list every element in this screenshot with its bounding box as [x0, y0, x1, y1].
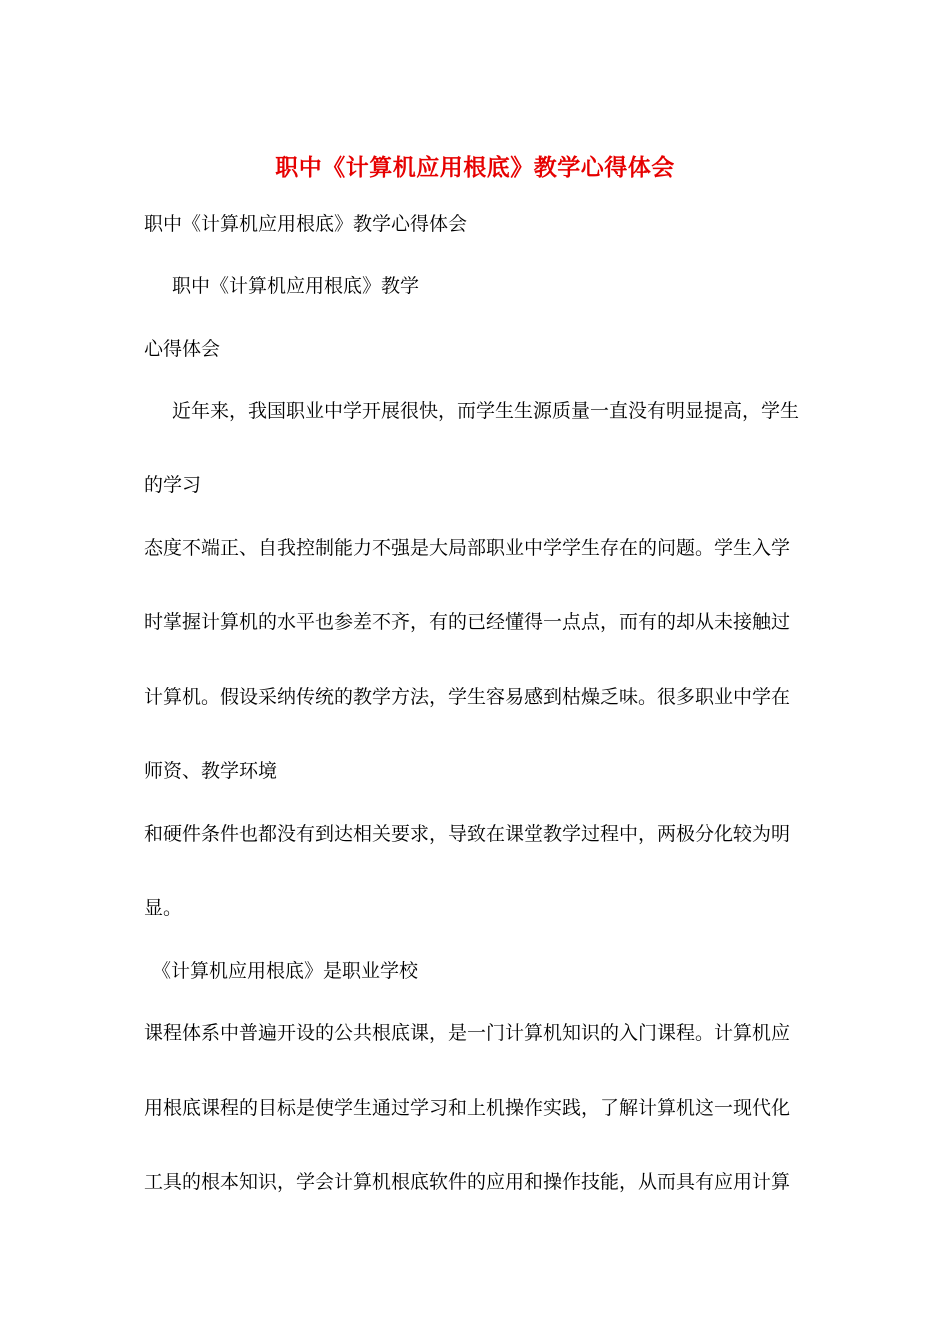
paragraph-line: 职中《计算机应用根底》教学 [172, 275, 420, 297]
paragraph-line: 心得体会 [144, 338, 221, 360]
paragraph-line: 职中《计算机应用根底》教学心得体会 [144, 213, 468, 235]
paragraph-line: 态度不端正、自我控制能力不强是大局部职业中学学生存在的问题。学生入学 [144, 537, 791, 559]
paragraph-line: 师资、教学环境 [144, 760, 278, 782]
paragraph-line: 和硬件条件也都没有到达相关要求，导致在课堂教学过程中，两极分化较为明 [144, 823, 791, 845]
paragraph-line: 计算机。假设采纳传统的教学方法，学生容易感到枯燥乏味。很多职业中学在 [144, 686, 791, 708]
paragraph-line: 《计算机应用根底》是职业学校 [152, 960, 419, 982]
paragraph-line: 用根底课程的目标是使学生通过学习和上机操作实践，了解计算机这一现代化 [144, 1097, 791, 1119]
paragraph-line: 时掌握计算机的水平也参差不齐，有的已经懂得一点点，而有的却从未接触过 [144, 611, 791, 633]
paragraph-line: 近年来，我国职业中学开展很快，而学生生源质量一直没有明显提高，学生 [172, 400, 800, 422]
document-title: 职中《计算机应用根底》教学心得体会 [275, 154, 675, 181]
paragraph-line: 显。 [144, 897, 183, 919]
paragraph-line: 课程体系中普遍开设的公共根底课，是一门计算机知识的入门课程。计算机应 [144, 1022, 791, 1044]
paragraph-line: 工具的根本知识，学会计算机根底软件的应用和操作技能，从而具有应用计算 [144, 1171, 791, 1193]
paragraph-line: 的学习 [144, 474, 202, 496]
